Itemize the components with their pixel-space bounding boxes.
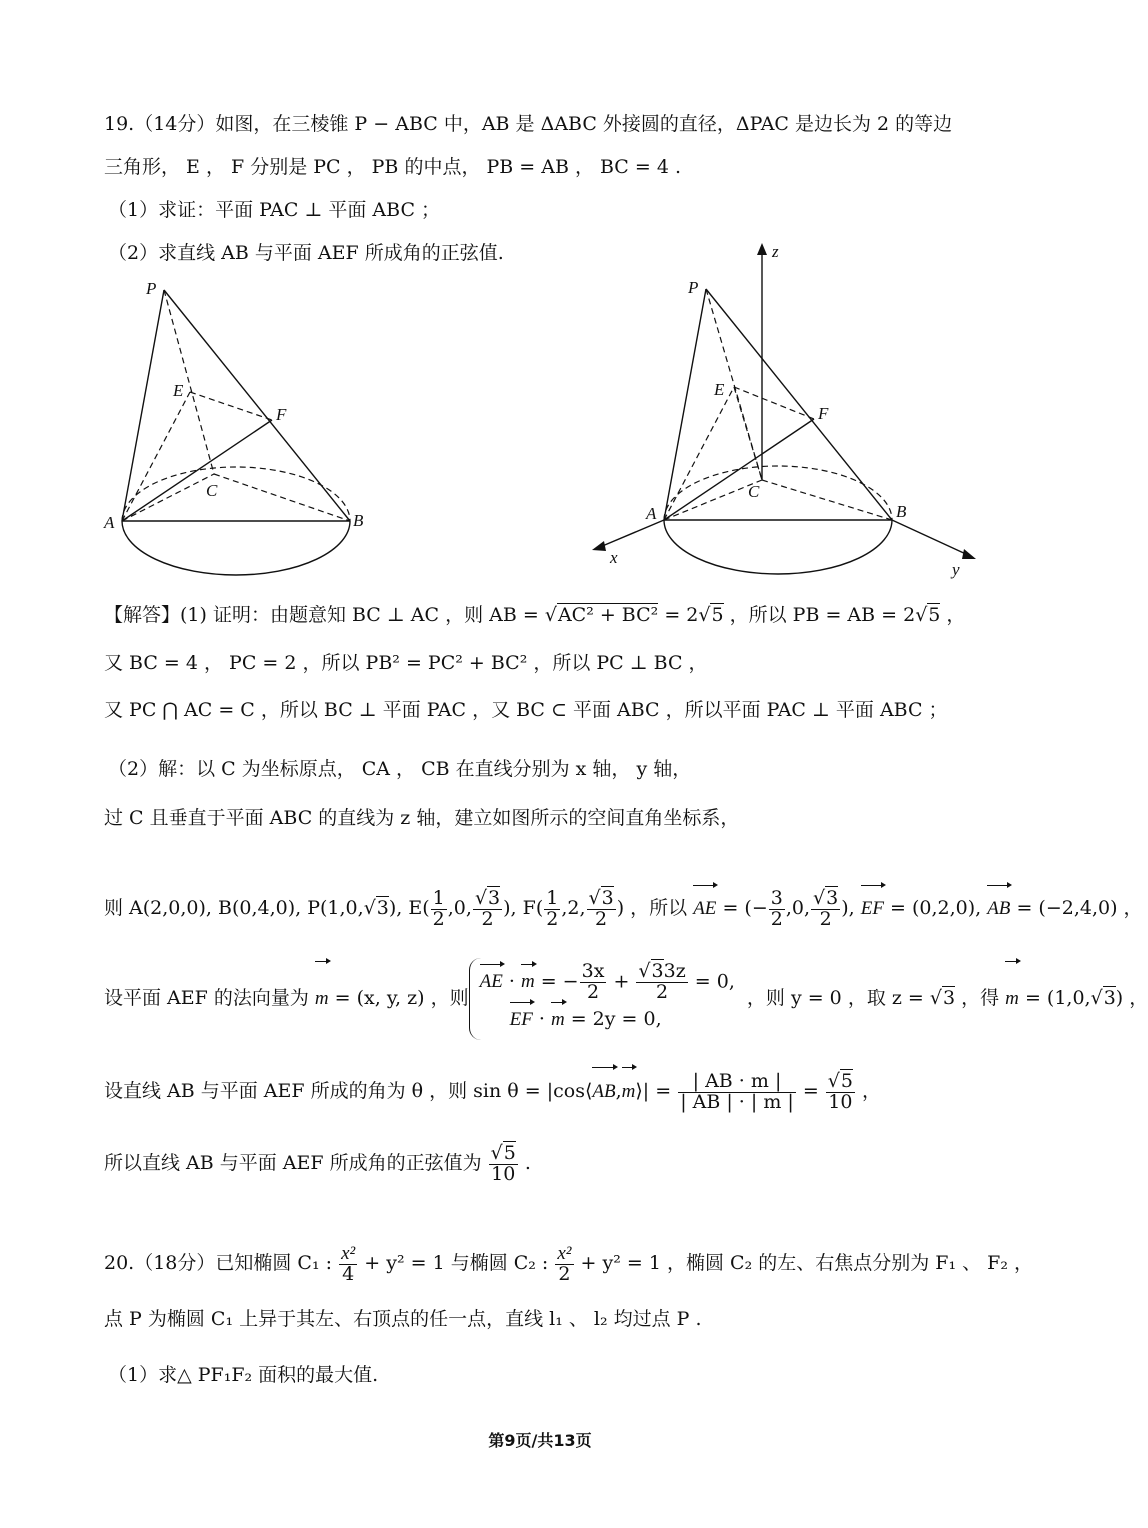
fig2-label-x: x xyxy=(610,548,618,567)
fig1-label-c: C xyxy=(206,481,218,500)
fig2-label-z: z xyxy=(772,242,779,261)
problem20-line1: 20.（18分）已知椭圆 C₁ : $\frac{\text{x²}}{4}$ + y² = 1 与椭圆 C₂ : $\frac{\text{x²}}{2}$ + y² = 1 ，椭圆 C₂ 的左、右焦点分别为 F₁ 、 F₂ ， xyxy=(104,1242,1033,1285)
problem20-question1: （1）求△ PF₁F₂ 面积的最大值. xyxy=(108,1364,379,1386)
solution-line1: 【解答】(1) 证明：由题意知 BC ⊥ AC ，则 AB = √AC² + BC² = 2√5 ，所以 PB = AB = 2√5 ， xyxy=(104,604,966,626)
problem19-question1: （1）求证：平面 PAC ⊥ 平面 ABC ； xyxy=(108,199,441,221)
solution-coordinates-line: 则 A(2,0,0), B(0,4,0), P(1,0,√3), E( $\frac{1}{2}$ ,0, $\frac{√3}{2}$ ), F( $\frac{1}{2}$ ,2, $\frac{√3}{2}$ ) ，所以 AE = (− $\frac{3}{2}$ ,0, $\frac{√3}{2}$ ), EF = (0,2,0), AB = (−2,4,0) ， xyxy=(104,886,1143,930)
problem19-question2: （2）求直线 AB 与平面 AEF 所成角的正弦值. xyxy=(108,242,504,264)
problem19-line2: 三角形， E ， F 分别是 PC ， PB 的中点， PB = AB ， BC = 4 . xyxy=(104,156,682,178)
solution-normal-vector-line: 设平面 AEF 的法向量为 m = (x, y, z) ，则 AE · m = − $\frac{3x}{2}$ + $\frac{√33z}{2}$ = 0, EF · m = 2y = 0, ，则 y = 0 ，取 z = √3 ，得 m = (1,0,√3) ， xyxy=(104,958,1148,1040)
fig1-label-e: E xyxy=(173,381,184,400)
fig1-label-f: F xyxy=(276,405,287,424)
solution-line2: 又 BC = 4 ， PC = 2 ，所以 PB² = PC² + BC² ，所以 PC ⊥ BC ， xyxy=(104,652,708,674)
fig2-label-p: P xyxy=(688,278,699,297)
fig1-label-a: A xyxy=(104,513,115,532)
solution-line4: （2）解：以 C 为坐标原点， CA ， CB 在直线分别为 x 轴， y 轴， xyxy=(108,758,692,780)
equation-system: AE · m = − $\frac{3x}{2}$ + $\frac{√33z}{2}$ = 0, EF · m = 2y = 0, xyxy=(469,958,741,1040)
solution-conclusion-line: 所以直线 AB 与平面 AEF 所成角的正弦值为 $\frac{√5}{10}$ . xyxy=(104,1141,531,1185)
page-footer: 第9页/共13页 xyxy=(488,1431,592,1450)
vector-ae: AE xyxy=(693,887,716,931)
fig2-label-y: y xyxy=(952,560,960,579)
figure1-pyramid xyxy=(90,270,380,590)
problem20-line2: 点 P 为椭圆 C₁ 上异于其左、右顶点的任一点，直线 l₁ 、 l₂ 均过点 P . xyxy=(104,1308,702,1330)
fig1-label-p: P xyxy=(146,279,157,298)
fig1-label-b: B xyxy=(353,511,364,530)
solution-line5: 过 C 且垂直于平面 ABC 的直线为 z 轴，建立如图所示的空间直角坐标系， xyxy=(104,807,740,829)
problem19-line1: 19.（14分）如图，在三棱锥 P − ABC 中，AB 是 ΔABC 外接圆的直径，ΔPAC 是边长为 2 的等边 xyxy=(104,113,953,135)
vector-ab: AB xyxy=(987,887,1010,931)
vector-ef: EF xyxy=(861,887,884,931)
fig2-label-c: C xyxy=(748,482,760,501)
figure2-coordinate-pyramid xyxy=(580,235,1000,590)
fig2-label-e: E xyxy=(714,380,725,399)
fig2-label-f: F xyxy=(818,404,829,423)
fig2-label-a: A xyxy=(646,504,657,523)
solution-line3: 又 PC ⋂ AC = C ，所以 BC ⊥ 平面 PAC ，又 BC ⊂ 平面 ABC ，所以平面 PAC ⊥ 平面 ABC ； xyxy=(104,699,948,721)
solution-sine-line: 设直线 AB 与平面 AEF 所成的角为 θ ，则 sin θ = |cos⟨AB,m⟩| = $\frac{| AB \cdot m |}{| AB | \cdot | m |}$ = $\frac{√5}{10}$ ， xyxy=(104,1068,881,1115)
fig2-label-b: B xyxy=(896,502,907,521)
